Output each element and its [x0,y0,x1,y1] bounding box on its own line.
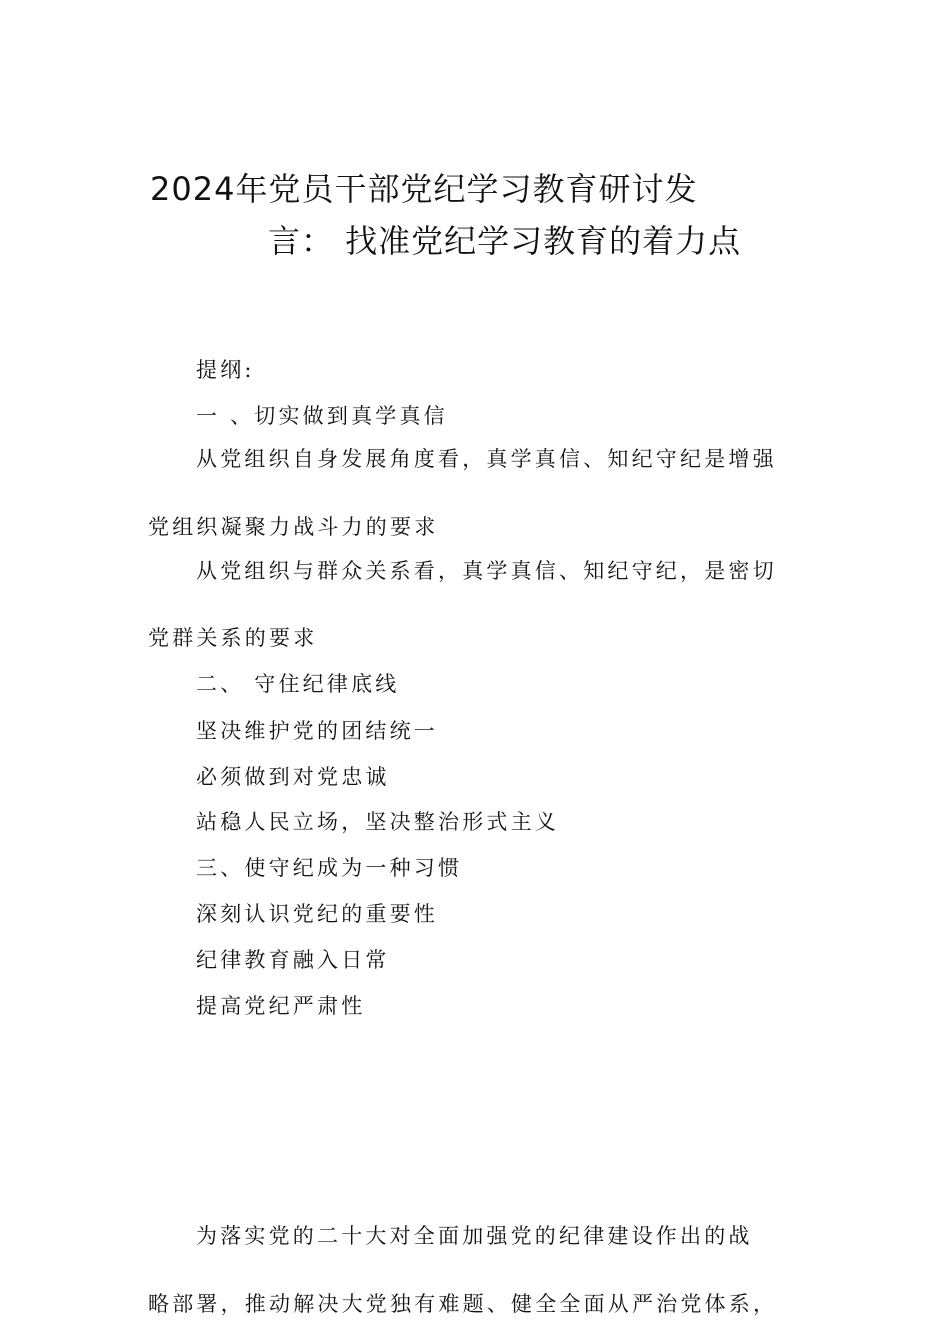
section-1-point-2-line-2: 党群关系的要求 [148,626,318,650]
section-1-point-2-line-1: 从党组织与群众关系看，真学真信、知纪守纪，是密切 [196,559,777,583]
section-1-heading: 一 、切实做到真学真信 [196,404,448,428]
section-3-item: 提高党纪严肃性 [196,994,366,1018]
body-paragraph-line-2: 略部署，推动解决大党独有难题、健全全面从严治党体系， [148,1292,778,1316]
document-title-line-2: 言： 找准党纪学习教育的着力点 [268,222,742,260]
body-paragraph-line-1: 为落实党的二十大对全面加强党的纪律建设作出的战 [196,1224,753,1248]
section-2-item: 坚决维护党的团结统一 [196,719,438,743]
section-1-point-1-line-1: 从党组织自身发展角度看，真学真信、知纪守纪是增强 [196,447,777,471]
section-3-item: 深刻认识党纪的重要性 [196,902,438,926]
section-3-heading: 三、使守纪成为一种习惯 [196,856,463,880]
section-2-item: 必须做到对党忠诚 [196,765,390,789]
section-2-item: 站稳人民立场，坚决整治形式主义 [196,810,559,834]
document-title-line-1: 2024年党员干部党纪学习教育研讨发 [150,170,698,208]
outline-heading: 提纲: [196,358,255,382]
section-1-point-1-line-2: 党组织凝聚力战斗力的要求 [148,515,439,539]
section-2-heading: 二、 守住纪律底线 [196,672,400,696]
section-3-item: 纪律教育融入日常 [196,948,390,972]
